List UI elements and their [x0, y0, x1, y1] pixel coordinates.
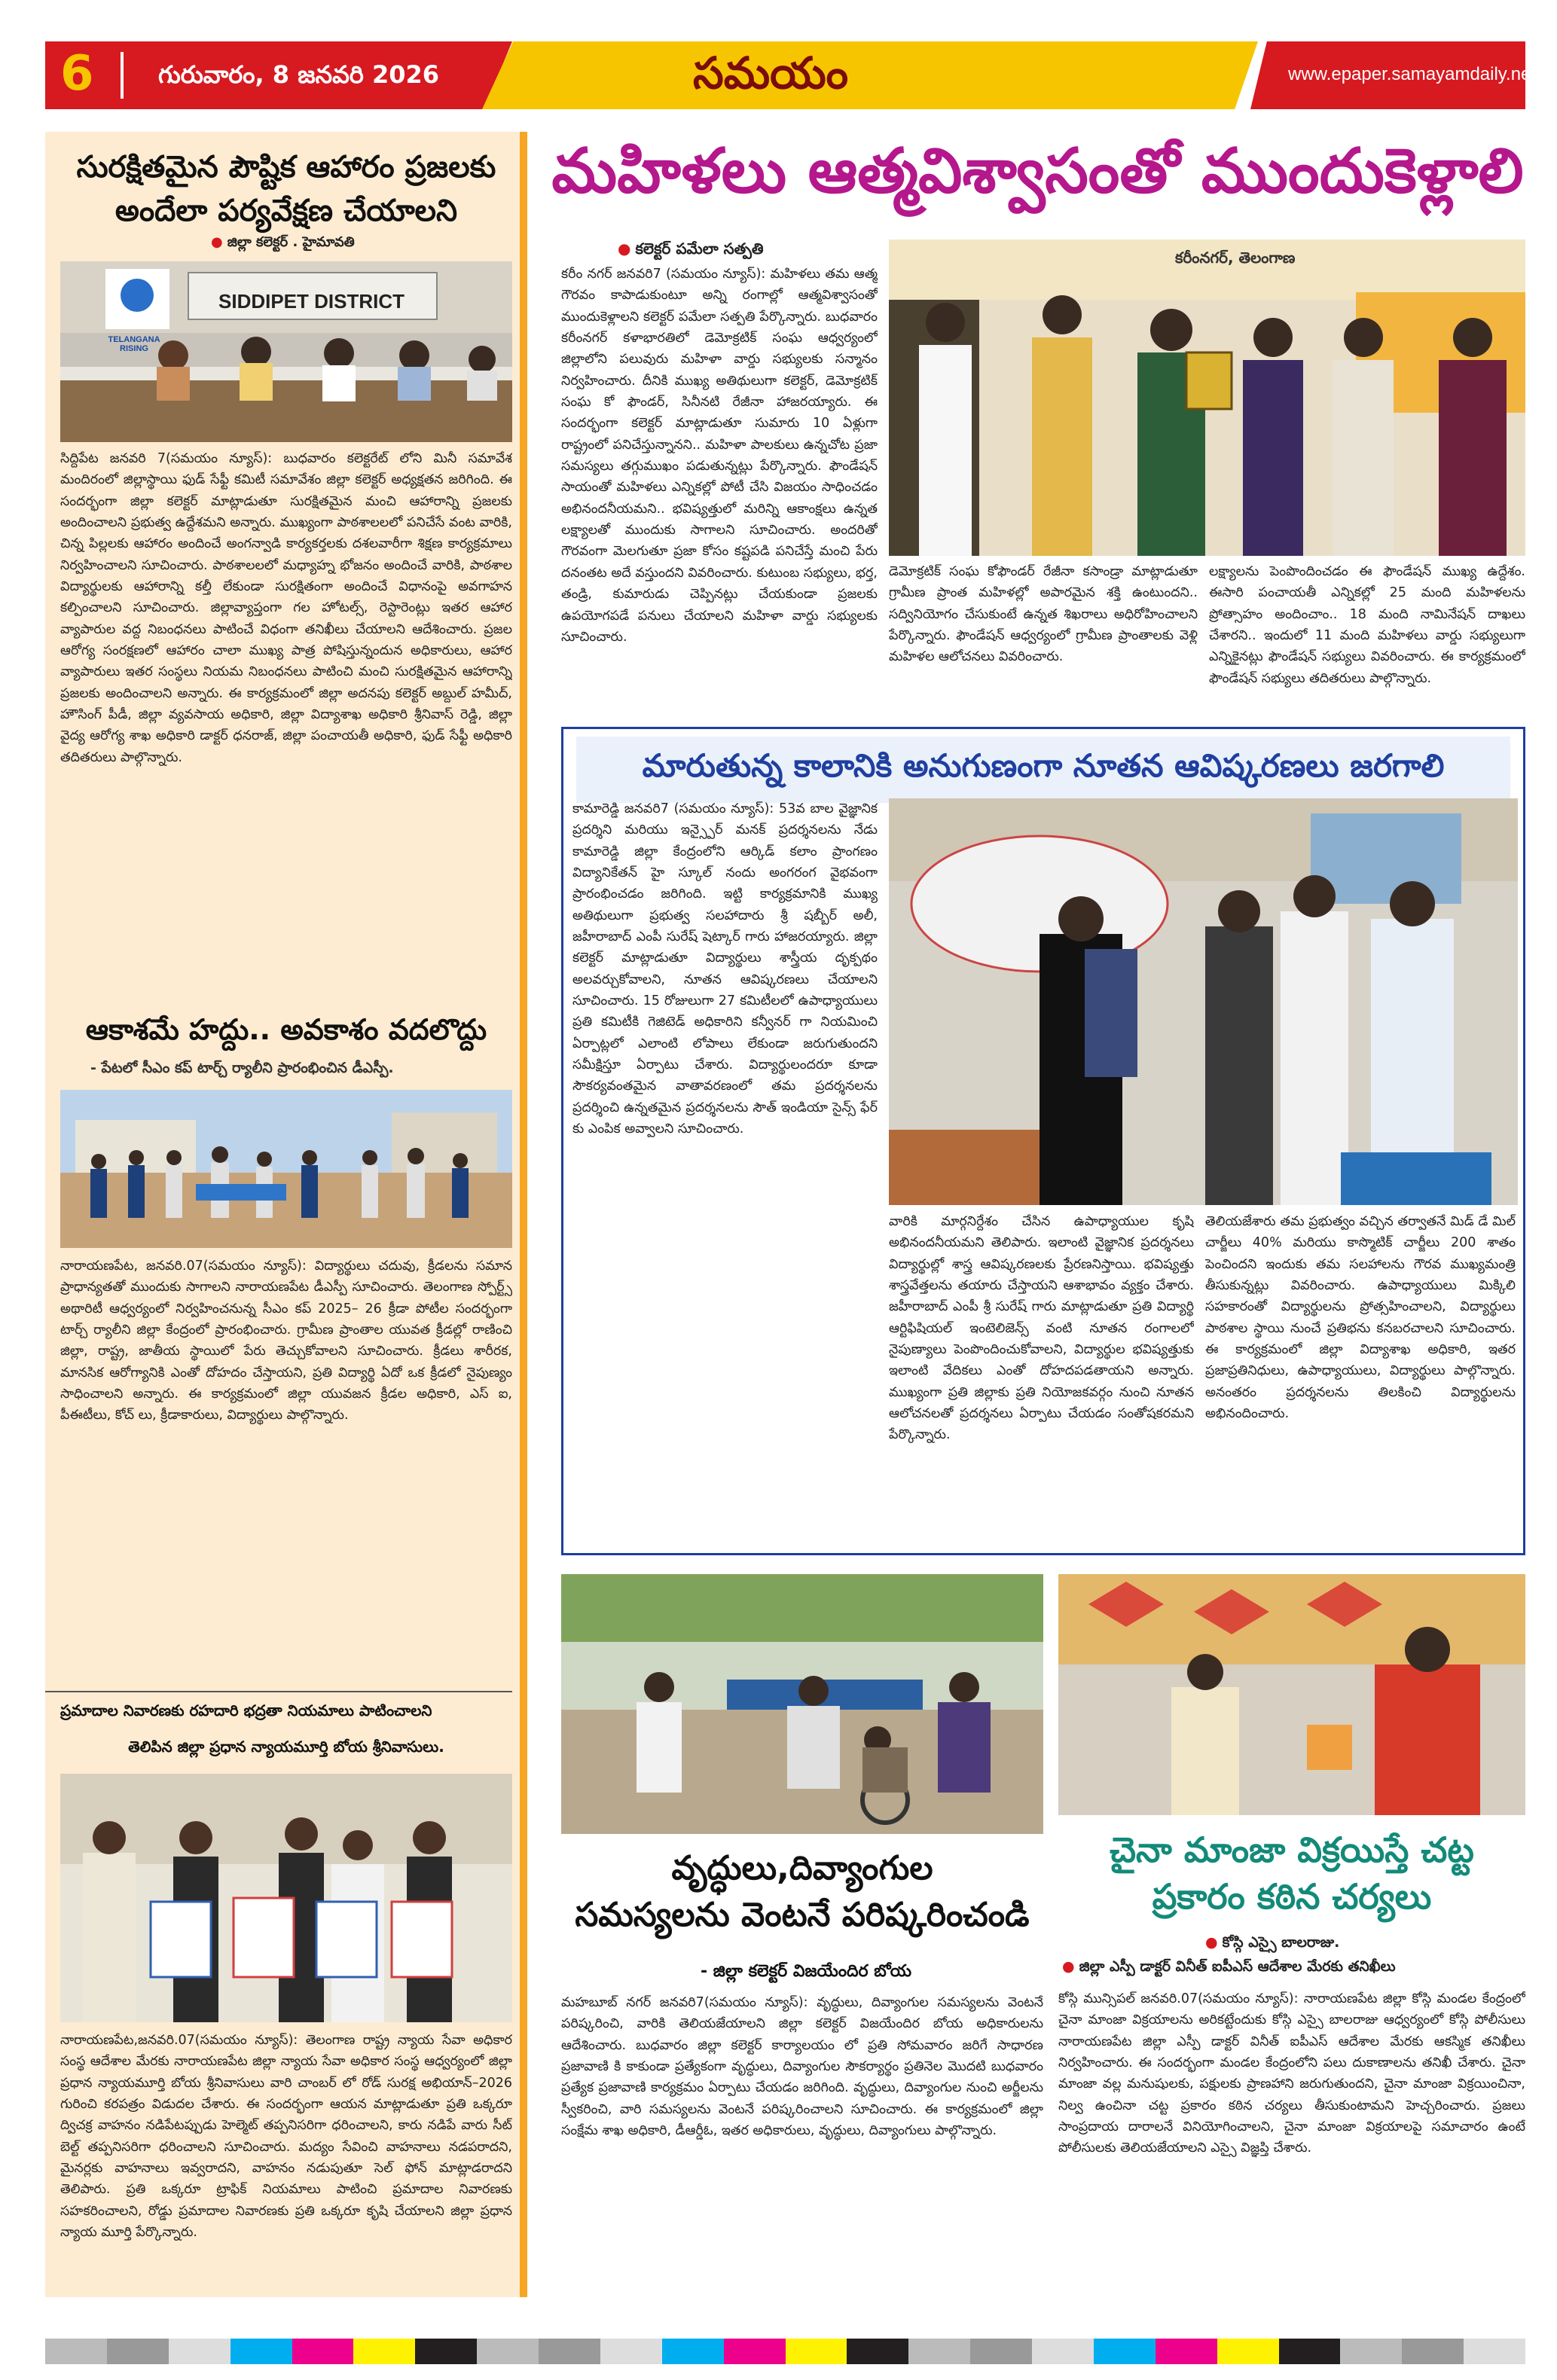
lead-body-col3: లక్ష్యాలను పెంపొందించడం ఈ ఫౌండేషన్ ముఖ్య ఉద్దేశం. ఈసారి పంచాయతీ ఎన్నికల్లో 25 మంది మహిళలను ప్రోత్సాహం అందించాం.. 18 మంది నామినేషన్ దాఖలు చేశారని.. ఇందులో 11 మంది మహిళలు వార్డు సభ్యులుగా ఎన్నికైనట్లు ఫౌండేషన్ సభ్యులు వివరించారు. ఈ కార్యక్రమంలో ఫౌండేషన్ సభ్యులు తదితరులు పాల్గొన్నారు. — [1209, 564, 1525, 686]
lead-headline: మహిళలు ఆత్మవిశ్వాసంతో ముందుకెళ్లాలి — [551, 136, 1524, 207]
photo-manja-raid — [1058, 1574, 1525, 1815]
masthead — [45, 41, 1537, 109]
lead-body-col1: కరీం నగర్ జనవరి7 (సమయం న్యూస్): మహిళలు తమ ఆత్మ గౌరవం కాపాడుకుంటూ అన్ని రంగాల్లో ఆత్మవిశ్వాసంతో ముందుకెళ్లాలని కలెక్టర్ పమేలా సత్పతి పేర్కొన్నారు. బుధవారం కరీంనగర్ కళాభారతిలో డెమోక్రటిక్ సంఘ ఆధ్వర్యంలో జిల్లాలోని పలువురు మహిళా వార్డు సభ్యులకు సన్మానం నిర్వహించారు. దీనికి ముఖ్య అతిథులుగా కలెక్టర్, డెమోక్రటిక్ సంఘ కో ఫౌండర్, సినీనటి రేజీనా హాజరయ్యారు. ఈ సందర్భంగా కలెక్టర్ మాట్లాడుతూ సుమారు 10 ఏళ్లుగా రాష్ట్రంలో పనిచేస్తున్నానని.. మహిళా పాలకులు ఉన్నచోట ప్రజా సమస్యలు తగ్గుముఖం పడుతున్నట్లు పేర్కొన్నారు. ఫౌండేషన్ సాయంతో మహిళలు ఎన్నికల్లో పోటీ చేసి విజయం సాధించడం అభినందనీయమని.. భవిష్యత్తులో మరిన్ని ఆకాంక్షలు ఉన్నత లక్ష్యాలతో ముందుకు సాగాలని సూచించారు. అందరితో గౌరవంగా మెలగుతూ ప్రజా కోసం కష్టపడి పనిచేస్తే మంచి పేరు దనంతట అదే వస్తుందని వివరించారు. కుటుంబ సభ్యులు, భర్త, తండ్రి, కుమారుడు చెప్పినట్లు చేయకుండా ప్రజలకు ఉపయోగపడే పనులు చేయాలని మహిళా వార్డు సభ్యులకు సూచించారు. — [561, 267, 878, 645]
manja-headline — [1058, 1826, 1525, 1920]
innovation-body-col2: వారికి మార్గనిర్దేశం చేసిన ఉపాధ్యాయుల కృషి అభినందనీయమని తెలిపారు. ఇలాంటి వైజ్ఞానిక ప్రదర్శనలు విద్యార్థుల్లో శాస్త్ర ఆవిష్కరణలకు ప్రేరణనిస్తాయి. భవిష్యత్తు శాస్త్రవేత్తలను తయారు చేస్తాయని ఆశాభావం వ్యక్తం చేశారు. జహీరాబాద్ ఎంపీ శ్రీ సురేష్ గారు మాట్లాడుతూ ప్రతి విద్యార్థి ఆర్టిఫిషియల్ ఇంటెలిజెన్స్ వంటి నూతన రంగాలలో నైపుణ్యాలు పెంపొందించుకోవాలని, విద్యార్థుల భవిష్యత్తుకు ఇలాంటి వేదికలు ఎంతో దోహదపడతాయని అన్నారు. ముఖ్యంగా ప్రతి జిల్లాకు ప్రతి నియోజకవర్గం నుంచి నూతన ఆలోచనలతో ప్రదర్శనలు ఏర్పాటు చేయడం సంతోషకరమని పేర్కొన్నారు. — [889, 1214, 1194, 1443]
photo-banner-text: కరీంనగర్, తెలంగాణ — [1175, 249, 1296, 267]
manja-body: కోస్గి మున్సిపల్ జనవరి.07(సమయం న్యూస్): నారాయణపేట జిల్లా కోస్గి మండల కేంద్రంలో చైనా మాంజా విక్రయాలను అరికట్టేందుకు కోస్గి ఎస్సై బాలరాజు ఆధ్వర్యంలో కోస్గి పోలీసులు నారాయణపేట జిల్లా ఎస్పీ డాక్టర్ వినీత్ ఐపీఎస్ ఆదేశాల మేరకు ఆకస్మిక తనిఖీలు నిర్వహించారు. ఈ సందర్భంగా మండల కేంద్రంలోని పలు దుకాణాలను తనిఖీ చేశారు. చైనా మాంజా వల్ల మనుషులకు, పక్షులకు ప్రాణహాని జరుగుతుందని, చైనా మాంజా విక్రయించినా, నిల్వ ఉంచినా చట్ట ప్రకారం కఠిన చర్యలు తీసుకుంటామని హెచ్చరించారు. ప్రజలు సాంప్రదాయ దారాలనే వినియోగించాలని, చైనా మాంజా విక్రయాలపై సమాచారం ఉంటే పోలీసులకు తెలియజేయాలని ఎస్సై విజ్ఞప్తి చేశారు. — [1058, 1991, 1525, 2156]
manja-byline-2: ● జిల్లా ఎస్పీ డాక్టర్ వినీత్ ఐపీఎస్ ఆదేశాల మేరకు తనిఖీలు — [1062, 1958, 1396, 1979]
story-road-safety-body: నారాయణపేట,జనవరి.07(సమయం న్యూస్): తెలంగాణ రాష్ట్ర న్యాయ సేవా అధికార సంస్థ ఆదేశాల మేరకు నారాయణపేట జిల్లా న్యాయ సేవా అధికార సంస్థ ఆధ్వర్యంలో జిల్లా ప్రధాన న్యాయమూర్తి బోయ శ్రీనివాసులు వారి చాంబర్ లో రోడ్ సురక్ష అభియాన్–2026 గురించి కరపత్రం విడుదల చేశారు. ఈ సందర్భంగా ఆయన మాట్లాడుతూ ప్రతి ఒక్కరూ ద్విచక్ర వాహనం నడిపేటప్పుడు హెల్మెట్ తప్పనిసరిగా ధరించాలని, కారు నడిపే వారు సీట్ బెల్ట్ తప్పనిసరిగా ధరించాలని సూచించారు. మద్యం సేవించి వాహనాలు నడపరాదని, మైనర్లకు వాహనాలు ఇవ్వరాదని, వాహనం నడుపుతూ సెల్ ఫోన్ మాట్లాడరాదని తెలిపారు. ప్రతి ఒక్కరూ ట్రాఫిక్ నియమాలు పాటించి ప్రమాదాల నివారణకు సహకరించాలని, రోడ్డు ప్రమాదాల నివారణకు ప్రతి ఒక్కరూ కృషి చేయాలని జిల్లా ప్రధాన న్యాయ మూర్తి పేర్కొన్నారు. — [60, 2033, 512, 2241]
photo-road-safety-release — [60, 1774, 512, 2022]
grievance-headline-line2: సమస్యలను వెంటనే పరిష్కరించండి — [575, 1895, 1030, 1934]
left-column — [45, 132, 527, 2297]
story-food-safety-byline: ● జిల్లా కలెక్టర్ . హైమావతి — [211, 234, 355, 253]
headline-line2: అందేలా పర్యవేక్షణ చేయాలని — [114, 194, 458, 228]
story-cm-cup-headline: ఆకాశమే హద్దు.. అవకాశం వదలొద్దు — [85, 1013, 487, 1046]
innovation-body-col1: కామారెడ్డి జనవరి7 (సమయం న్యూస్): 53వ బాల వైజ్ఞానిక ప్రదర్శిని మరియు ఇన్స్పైర్ మనక్ ప్రదర్శనలను నేడు కామారెడ్డి జిల్లా కేంద్రంలోని ఆర్కిడ్ కలాం ప్రాంగణం విద్యానికేతన్ హై స్కూల్ నందు అంగరంగ వైభవంగా ప్రారంభించడం జరిగింది. ఇట్టి కార్యక్రమానికి ముఖ్య అతిథులుగా ప్రభుత్వ సలహాదారు శ్రీ షబ్బీర్ అలీ, జహీరాబాద్ ఎంపీ సురేష్ షెట్కార్ గారు హాజరయ్యారు. జిల్లా కలెక్టర్ మాట్లాడుతూ విద్యార్థులు శాస్త్రీయ దృక్పథం అలవర్చుకోవాలని, నూతన ఆవిష్కరణలు చేయాలని సూచించారు. 15 రోజులుగా 27 కమిటీలలో ఉపాధ్యాయులు ప్రతి కమిటీకి గెజిటెడ్ అధికారిని కన్వీనర్ గా నియమించి ఏర్పాట్లలో ఎలాంటి లోపాలు లేకుండా జరుగుతుందని సమీక్షిస్తూ ఏర్పాటు చేశారు. విద్యార్థులందరూ కూడా సౌకర్యవంతమైన వాతావరణంలో తమ ప్రదర్శనలను ప్రదర్శించి ఉన్నతమైన ప్రదర్శనలను సౌత్ ఇండియా సైన్స్ ఫేర్ కు ఎంపిక అవ్వాలని సూచించారు. — [572, 801, 878, 1137]
masthead-divider — [121, 52, 124, 99]
story-road-safety-headline-2: తెలిపిన జిల్లా ప్రధాన న్యాయమూర్తి బోయ శ్రీనివాసులు. — [128, 1738, 444, 1756]
story-food-safety-headline — [60, 145, 512, 233]
photo-collector-felicitation — [889, 240, 1525, 556]
print-color-bar — [45, 2339, 1525, 2364]
story-cm-cup-body: నారాయణపేట, జనవరి.07(సమయం న్యూస్): విద్యార్థులు చదువు, క్రీడలను సమాన ప్రాధాన్యతతో ముందుకు సాగాలని నారాయణపేట డీఎస్పీ సూచించారు. తెలంగాణ స్పోర్ట్స్ అథారిటీ ఆధ్వర్యంలో నిర్వహించనున్న సీఎం కప్ 2025– 26 క్రీడా పోటీల సందర్భంగా టార్చ్ ర్యాలీని జిల్లా కేంద్రంలో ప్రారంభించారు. గ్రామీణ ప్రాంతాల యువత క్రీడల్లో రాణించి జిల్లా, రాష్ట్ర, జాతీయ స్థాయిలో పేరు తెచ్చుకోవాలని సూచించారు. క్రీడలు శారీరక, మానసిక ఆరోగ్యానికి ఎంతో దోహదం చేస్తాయని, ప్రతి విద్యార్థి ఏదో ఒక క్రీడలో నైపుణ్యం సాధించాలని అన్నారు. ఈ కార్యక్రమంలో జిల్లా యువజన క్రీడల అధికారి, ఎస్ ఐ, పీఈటీలు, కోచ్ లు, క్రీడాకారులు, విద్యార్థులు పాల్గొన్నారు. — [60, 1259, 512, 1423]
website-link[interactable]: www.epaper.samayamdaily.net — [1288, 64, 1537, 84]
grievance-body: మహబూబ్ నగర్ జనవరి7(సమయం న్యూస్): వృద్ధులు, దివ్యాంగుల సమస్యలను వెంటనే పరిష్కరించి, వారికి తెలియజేయాలని జిల్లా కలెక్టర్ విజయేందిర బోయ అధికారులను ఆదేశించారు. బుధవారం జిల్లా కలెక్టర్ కార్యాలయం లో ప్రతి సోమవారం జరిగే సాధారణ ప్రజావాణి కి కాకుండా ప్రత్యేకంగా వృద్ధులు, దివ్యాంగుల సౌకర్యార్థం ప్రతినెల మొదటి బుధవారం ప్రత్యేక ప్రజావాణి కార్యక్రమం ఏర్పాటు చేయడం జరిగింది. వృద్ధులు, దివ్యాంగుల నుంచి అర్జీలను స్వీకరించి, వారి సమస్యలను వెంటనే పరిష్కరించాలని సూచించారు. ఈ కార్యక్రమంలో జిల్లా సంక్షేమ శాఖ అధికారి, డీఆర్డీఓ, ఇతర అధికారులు, వృద్ధులు, దివ్యాంగులు పాల్గొన్నారు. — [561, 1995, 1043, 2139]
story-road-safety-headline-1: ప్రమాదాల నివారణకు రహదారి భద్రతా నియమాలు పాటించాలని — [60, 1701, 432, 1719]
page-number: 6 — [60, 46, 94, 102]
lead-byline: ● కలెక్టర్ పమేలా సత్పతి — [618, 240, 764, 261]
manja-byline-1: ● కోస్గి ఎస్సై బాలరాజు. — [1205, 1934, 1339, 1954]
innovation-body-col3: తెలియజేశారు తమ ప్రభుత్వం వచ్చిన తర్వాతనే మిడ్ డే మిల్ చార్జీలు 40% మరియు కాస్మొటిక్ చార్జీలు 200 శాతం పెంచిందని ఇందుకు తమ సలహాలను గౌరవ ముఖ్యమంత్రి తీసుకున్నట్లు వివరించారు. ఉపాధ్యాయులు మిక్కిలి సహకారంతో విద్యార్థులను ప్రోత్సహించాలని, విద్యార్థులు పాఠశాల స్థాయి నుంచే ప్రతిభను కనబరచాలని సూచించారు. ఈ కార్యక్రమంలో జిల్లా విద్యాశాఖ అధికారి, ఇతర ప్రజాప్రతినిధులు, ఉపాధ్యాయులు, విద్యార్థులు పాల్గొన్నారు. అనంతరం ప్రదర్శనలను తిలకించి విద్యార్థులను అభినందించారు. — [1205, 1214, 1516, 1422]
manja-headline-line2: ప్రకారం కఠిన చర్యలు — [1152, 1876, 1432, 1918]
headline-line1: సురక్షితమైన పౌష్టిక ఆహారం ప్రజలకు — [76, 150, 496, 185]
grievance-headline — [561, 1845, 1043, 1938]
lead-body-col2: డెమోక్రటిక్ సంఘ కోఫౌండర్ రేజీనా కసాండ్రా మాట్లాడుతూ గ్రామీణ ప్రాంత మహిళల్లో అపారమైన శక్తి ఉంటుందని.. సద్వినియోగం చేసుకుంటే ఉన్నత శిఖరాలు అధిరోహించాలని పేర్కొన్నారు. ఫౌండేషన్ ఆధ్వర్యంలో గ్రామీణ ప్రాంతాలకు వెళ్లి మహిళల ఆలోచనలు వివరించారు. — [889, 564, 1198, 665]
photo-torch-rally — [60, 1090, 512, 1248]
grievance-headline-line1: వృద్ధులు,దివ్యాంగుల — [671, 1849, 933, 1887]
photo-grievance-day — [561, 1574, 1043, 1834]
manja-headline-line1: చైనా మాంజా విక్రయిస్తే చట్ట — [1110, 1829, 1474, 1870]
masthead-yellow-band — [482, 41, 1258, 109]
photo-science-fair — [889, 798, 1518, 1205]
photo-badge-text: TELANGANA RISING — [108, 335, 160, 353]
innovation-headline: మారుతున్న కాలానికి అనుగుణంగా నూతన ఆవిష్కరణలు జరగాలి — [576, 737, 1510, 803]
story-food-safety-body: సిద్దిపేట జనవరి 7(సమయం న్యూస్): బుధవారం కలెక్టరేట్ లోని మినీ సమావేశ మందిరంలో జిల్లాస్థాయి ఫుడ్ సేఫ్టీ కమిటీ సమావేశం జిల్లా కలెక్టర్ అధ్యక్షతన జరిగింది. ఈ సందర్భంగా జిల్లా కలెక్టర్ మాట్లాడుతూ సురక్షితమైన మంచి ఆహారాన్ని ప్రజలకు అందించాలని ప్రభుత్వ ఉద్దేశమని అన్నారు. ముఖ్యంగా పాఠశాలలలో పనిచేసే వంట వారికి, చిన్న పిల్లలకు ఆహారం అందించే అంగన్వాడి కార్యకర్తలకు దశలవారీగా శిక్షణ కార్యక్రమాలు నిర్వహించాలని సూచించారు. పాఠశాలలలో మధ్యాహ్న భోజనం అందించే వారికి, పాఠశాల విద్యార్థులకు ఆహారాన్ని కల్తీ లేకుండా సురక్షితంగా అందించే విధానంపై అవగాహన కల్పించాలని సూచించారు. జిల్లావ్యాప్తంగా గల హోటల్స్, రెస్టారెంట్లు ఇతర ఆహార వ్యాపారుల వద్ద నిబంధనలు పాటించే విధంగా తనిఖీలు చేయాలని ఆదేశించారు. ప్రజల ఆరోగ్య సంరక్షణలో ఆహారం చాలా ముఖ్య పాత్ర పోషిస్తున్నందున అధికారులు, ఆహార వ్యాపారులు ఇతర సంస్థలు నియమ నిబంధనలు పాటించి మంచి సురక్షితమైన ఆహారాన్ని ప్రజలకు అందించాలని అన్నారు. ఈ కార్యక్రమంలో జిల్లా అదనపు కలెక్టర్ అబ్దుల్ హమీద్, హౌసింగ్ పీడీ, జిల్లా వ్యవసాయ అధికారి, జిల్లా విద్యాశాఖ అధికారి శ్రీనివాస్ రెడ్డి, జిల్లా వైద్య ఆరోగ్య శాఖ అధికారి డాక్టర్ ధనరాజ్, జిల్లా పంచాయతీ అధికారి, ఫుడ్ సేఫ్టీ అధికారి తదితరులు పాల్గొన్నారు. — [60, 451, 512, 765]
story-cm-cup-subtitle: - పేటలో సీఎం కప్ టార్చ్ ర్యాలీని ప్రారంభించిన డీఎస్పీ. — [90, 1060, 394, 1076]
photo-banner-text: SIDDIPET DISTRICT — [218, 290, 405, 313]
issue-date: గురువారం, 8 జనవరి 2026 — [158, 60, 440, 89]
grievance-byline: - జిల్లా కలెక్టర్ విజయేందిర బోయ — [701, 1962, 912, 1981]
newspaper-brand: సమయం — [693, 47, 849, 99]
divider — [45, 1691, 512, 1692]
